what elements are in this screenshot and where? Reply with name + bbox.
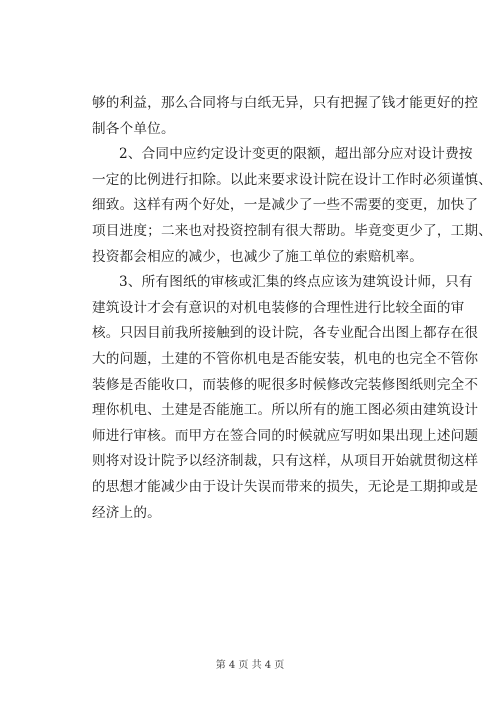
text-line: 建筑设计才会有意识的对机电装修的合理性进行比较全面的审 xyxy=(92,299,465,316)
text-line: 够的利益，那么合同将与白纸无异，只有把握了钱才能更好的控 xyxy=(92,95,479,111)
text-line: 项目进度；二来也对投资控制有很大帮助。毕竟变更少了，工期、 xyxy=(92,222,493,239)
text-line: 一定的比例进行扣除。以此来要求设计院在设计工作时必须谨慎、 xyxy=(92,171,493,188)
text-line: 大的问题，土建的不管你机电是否能安装，机电的也完全不管你 xyxy=(92,350,479,367)
text-line: 投资都会相应的减少，也减少了施工单位的索赔机率。 xyxy=(92,248,424,265)
body-text xyxy=(92,91,493,526)
page-number-footer: 第 4 页 共 4 页 xyxy=(215,660,285,671)
text-line: 则将对设计院予以经济制裁，只有这样，从项目开始就贯彻这样 xyxy=(92,453,479,470)
text-line: 经济上的。 xyxy=(92,504,161,521)
text-line: 理你机电、土建是否能施工。所以所有的施工图必须由建筑设计 xyxy=(92,402,479,419)
text-line: 装修是否能收口，而装修的呢很多时候修改完装修图纸则完全不 xyxy=(92,376,479,393)
paragraph-start-line: 2、合同中应约定设计变更的限额，超出部分应对设计费按 xyxy=(119,146,473,163)
text-line: 师进行审核。而甲方在签合同的时候就应写明如果出现上述问题 xyxy=(92,427,479,444)
paragraph-start-line: 3、所有图纸的审核或汇集的终点应该为建筑设计师，只有 xyxy=(119,274,473,291)
text-line: 制各个单位。 xyxy=(92,120,175,137)
text-line: 的思想才能减少由于设计失误而带来的损失，无论是工期抑或是 xyxy=(92,478,479,495)
text-line: 核。只因目前我所接触到的设计院，各专业配合出图上都存在很 xyxy=(92,325,479,342)
text-line: 细致。这样有两个好处，一是减少了一些不需要的变更，加快了 xyxy=(92,197,479,214)
